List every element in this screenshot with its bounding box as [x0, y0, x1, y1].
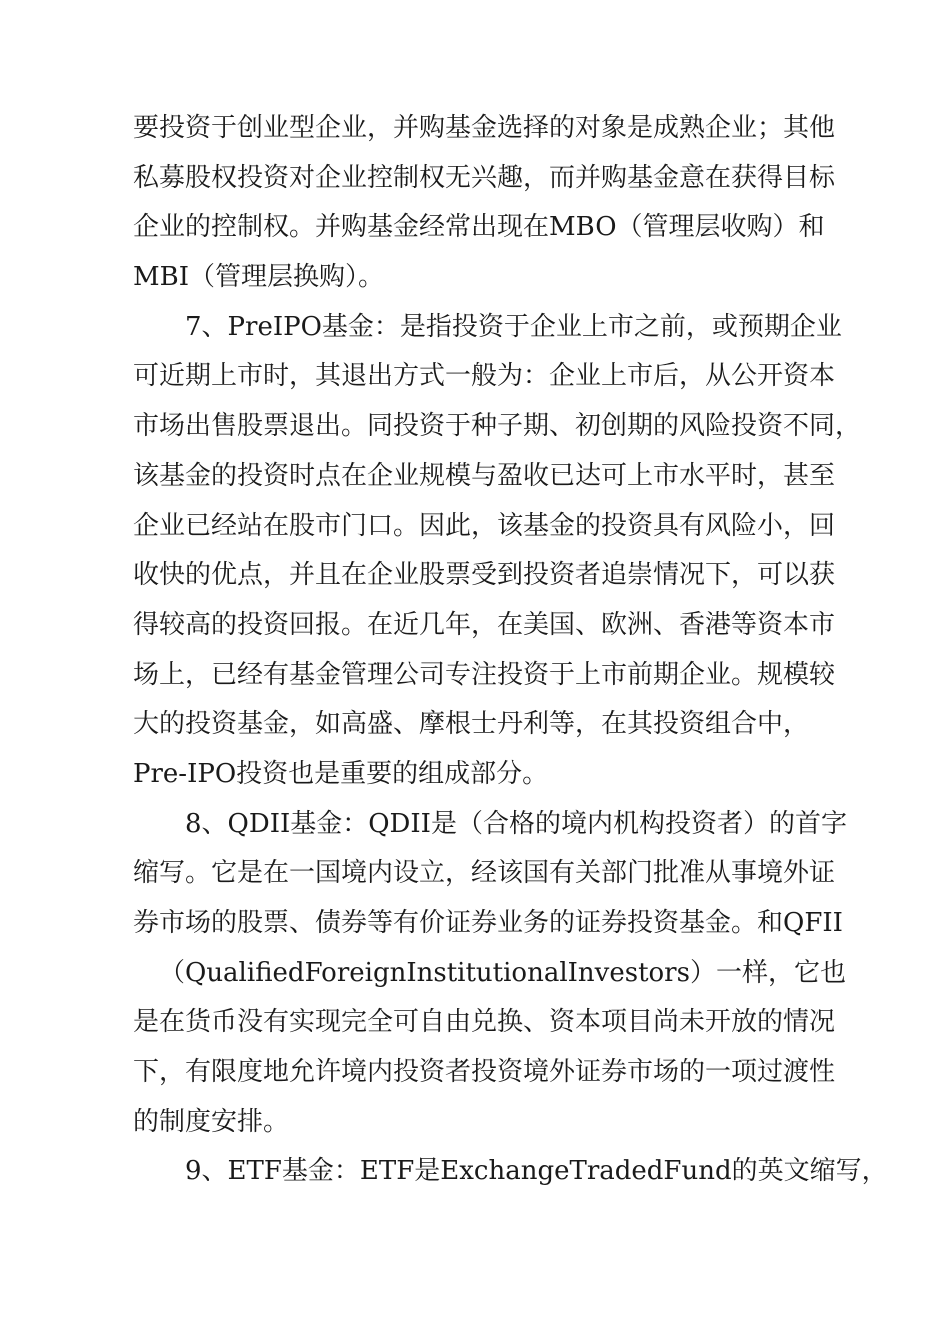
text-line: 私募股权投资对企业控制权无兴趣，而并购基金意在获得目标: [133, 162, 836, 193]
text-line: 下，有限度地允许境内投资者投资境外证券市场的一项过渡性: [133, 1057, 836, 1088]
text-line: 企业的控制权。并购基金经常出现在MBO（管理层收购）和: [133, 212, 825, 243]
text-line: 得较高的投资回报。在近几年，在美国、欧洲、香港等资本市: [133, 609, 836, 640]
text-line: 是在货币没有实现完全可自由兑换、资本项目尚未开放的情况: [133, 1007, 836, 1038]
text-line: 该基金的投资时点在企业规模与盈收已达可上市水平时，甚至: [133, 460, 836, 491]
paragraph-start-line: 7、PreIPO基金：是指投资于企业上市之前，或预期企业: [185, 311, 842, 342]
text-line: 缩写。它是在一国境内设立，经该国有关部门批准从事境外证: [133, 858, 836, 889]
text-line: 的制度安排。: [133, 1106, 290, 1137]
paragraph-start-line: 9、ETF基金：ETF是ExchangeTradedFund的英文缩写，: [185, 1156, 888, 1187]
text-line: 可近期上市时，其退出方式一般为：企业上市后，从公开资本: [133, 361, 836, 392]
text-line: 收快的优点，并且在企业股票受到投资者追崇情况下，可以获: [133, 560, 836, 591]
text-line: 场上，已经有基金管理公司专注投资于上市前期企业。规模较: [133, 659, 836, 690]
text-line: 企业已经站在股市门口。因此，该基金的投资具有风险小，回: [133, 510, 836, 541]
text-line: Pre-IPO投资也是重要的组成部分。: [133, 758, 549, 789]
text-line: 要投资于创业型企业，并购基金选择的对象是成熟企业；其他: [133, 113, 836, 143]
paragraph-start-line: 8、QDII基金：QDII是（合格的境内机构投资者）的首字: [185, 808, 847, 839]
text-line: 大的投资基金，如高盛、摩根士丹利等，在其投资组合中，: [133, 709, 810, 740]
text-line: （QualifiedForeignInstitutionalInvestors）一样，它也: [159, 957, 846, 988]
text-line: 券市场的股票、债券等有价证券业务的证券投资基金。和QFII: [133, 908, 843, 938]
text-line: 市场出售股票退出。同投资于种子期、初创期的风险投资不同，: [133, 411, 862, 442]
document-body: [133, 104, 888, 1197]
text-line: MBI（管理层换购）。: [133, 262, 384, 293]
